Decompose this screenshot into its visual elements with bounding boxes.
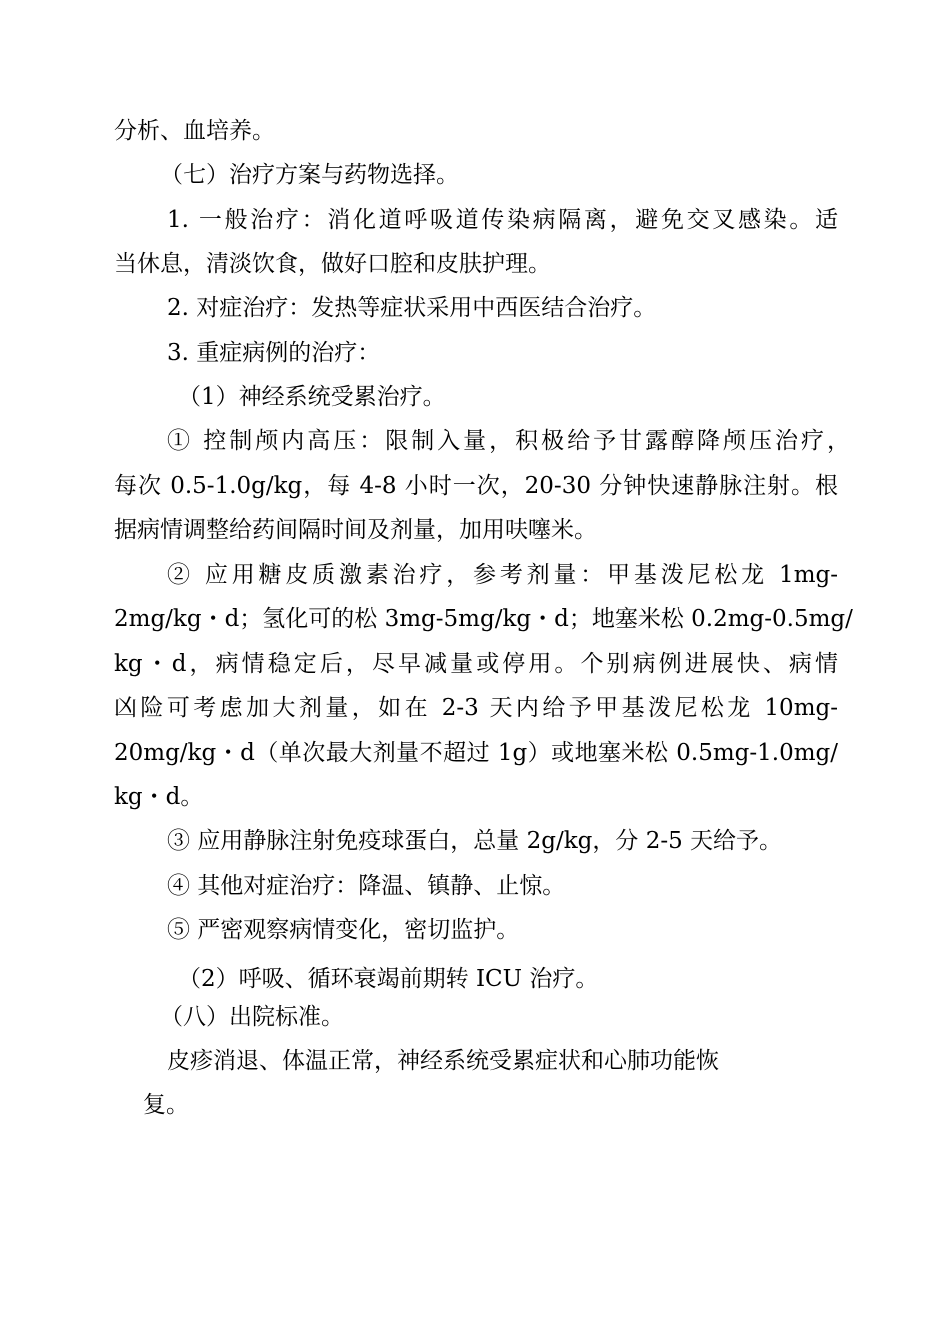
text-line: ⑤ 严密观察病情变化，密切监护。 [167, 917, 520, 943]
text-line: 据病情调整给药间隔时间及剂量，加用呋噻米。 [114, 517, 597, 543]
section-heading-7: （七）治疗方案与药物选择。 [160, 162, 459, 188]
text-line: kg・d，病情稳定后，尽早减量或停用。个别病例进展快、病情 [114, 651, 838, 677]
text-line: 每次 0.5-1.0g/kg，每 4-8 小时一次，20-30 分钟快速静脉注射。根 [114, 473, 838, 499]
text-line: 当休息，清淡饮食，做好口腔和皮肤护理。 [114, 251, 551, 277]
text-line: 3. 重症病例的治疗： [167, 340, 381, 366]
subsection-heading-2: （2）呼吸、循环衰竭前期转 ICU 治疗。 [178, 966, 599, 992]
text-line: 复。 [143, 1092, 189, 1118]
text-line: ① 控制颅内高压：限制入量，积极给予甘露醇降颅压治疗， [167, 428, 850, 454]
text-line: 1. 一般治疗：消化道呼吸道传染病隔离，避免交叉感染。适 [167, 207, 838, 233]
subsection-heading-1: （1）神经系统受累治疗。 [178, 384, 446, 410]
text-line: 分析、血培养。 [114, 118, 275, 144]
text-line: 2mg/kg・d；氢化可的松 3mg-5mg/kg・d；地塞米松 0.2mg-0.5mg/ [114, 606, 853, 632]
text-line: ③ 应用静脉注射免疫球蛋白，总量 2g/kg，分 2-5 天给予。 [167, 828, 783, 854]
section-heading-8: （八）出院标准。 [160, 1004, 344, 1030]
text-line: kg・d。 [114, 784, 204, 810]
text-line: ② 应用糖皮质激素治疗，参考剂量：甲基泼尼松龙 1mg- [167, 562, 838, 588]
text-line: 皮疹消退、体温正常，神经系统受累症状和心肺功能恢 [167, 1048, 719, 1074]
text-line: 2. 对症治疗：发热等症状采用中西医结合治疗。 [167, 295, 657, 321]
text-line: 20mg/kg・d（单次最大剂量不超过 1g）或地塞米松 0.5mg-1.0mg/ [114, 740, 838, 766]
text-line: 凶险可考虑加大剂量，如在 2-3 天内给予甲基泼尼松龙 10mg- [114, 695, 838, 721]
text-line: ④ 其他对症治疗：降温、镇静、止惊。 [167, 873, 566, 899]
